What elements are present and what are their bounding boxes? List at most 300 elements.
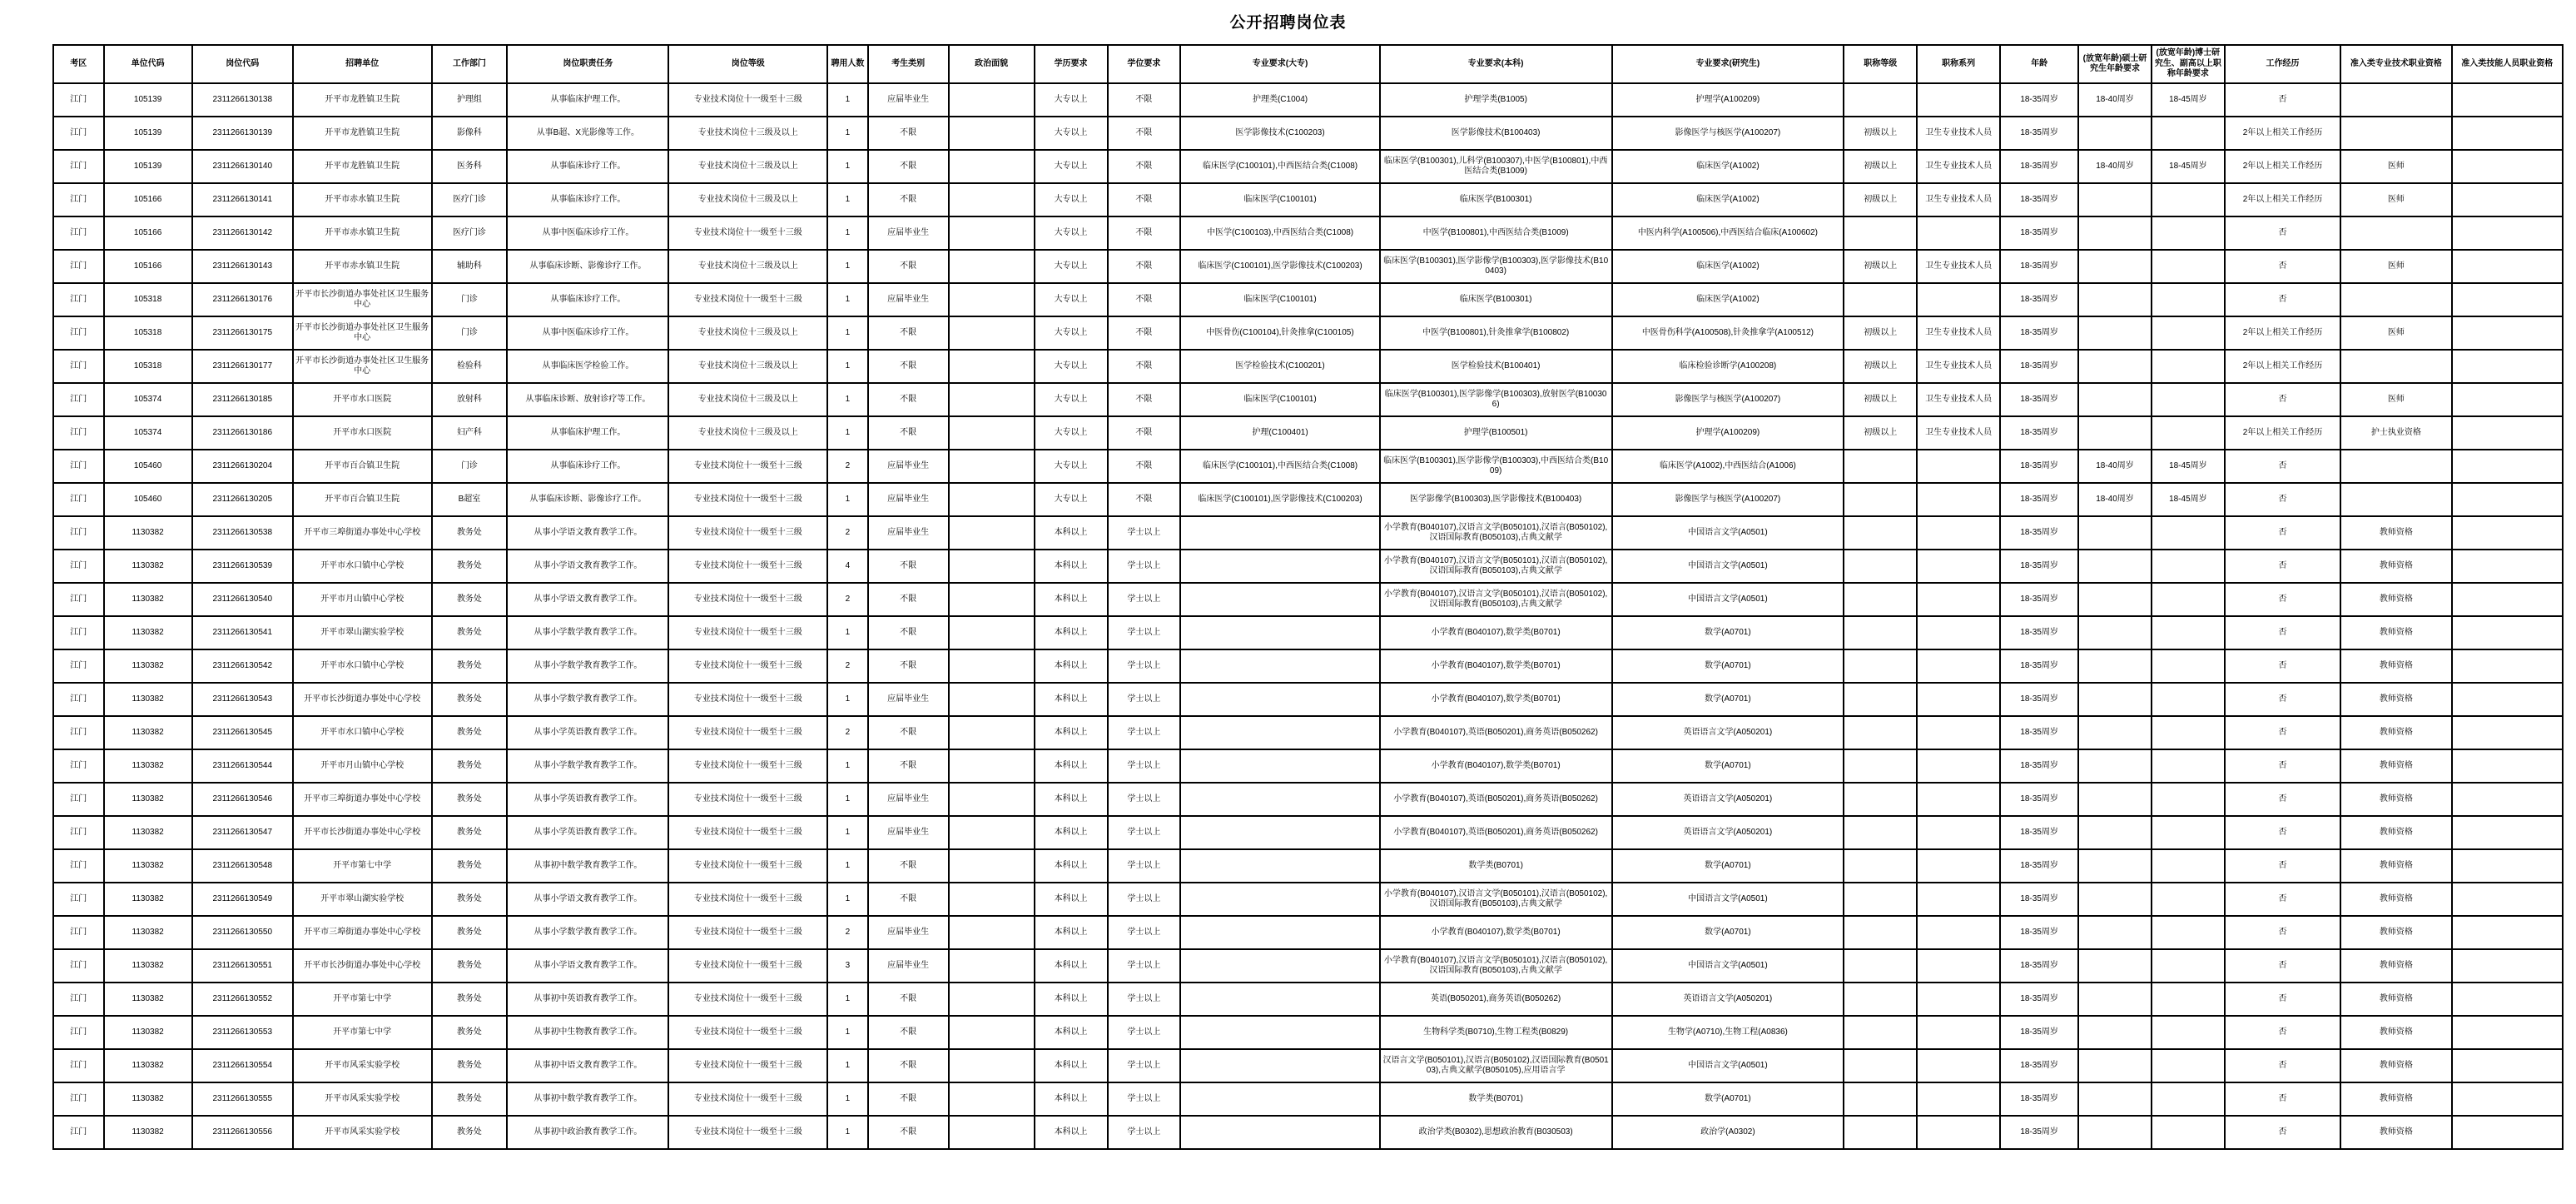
table-cell: 专业技术岗位十三级及以上 [668,383,827,416]
table-cell: 大专以上 [1035,483,1108,516]
table-cell: 专业技术岗位十一级至十三级 [668,1049,827,1082]
table-row [53,583,2563,616]
table-cell: 2311266130539 [192,550,293,583]
table-cell: 从事临床诊断、放射诊疗等工作。 [507,383,668,416]
table-cell [2152,1082,2225,1116]
table-cell: 学士以上 [1108,749,1181,783]
table-cell [1844,1049,1917,1082]
table-row [53,883,2563,916]
table-cell: 教师资格 [2340,1116,2451,1149]
table-cell [2452,749,2564,783]
table-cell [2452,1016,2564,1049]
table-cell: 开平市水口镇中心学校 [293,550,432,583]
table-cell: 英语语言文学(A050201) [1612,983,1844,1016]
table-cell: 1 [827,117,867,150]
table-cell: 应届毕业生 [868,516,949,550]
table-cell: 影像科 [432,117,508,150]
table-cell [949,716,1035,749]
table-cell [2078,216,2152,250]
table-cell: 教师资格 [2340,816,2451,849]
table-cell: 本科以上 [1035,550,1108,583]
table-cell [1844,683,1917,716]
table-cell: 否 [2225,483,2340,516]
table-cell: 18-45周岁 [2152,83,2225,117]
table-cell [2078,683,2152,716]
table-cell: 不限 [868,883,949,916]
table-cell: 从事B超、X光影像等工作。 [507,117,668,150]
table-cell: 教师资格 [2340,550,2451,583]
column-header: (放宽年龄)博士研究生、副高以上职称年龄要求 [2152,45,2225,83]
table-cell: 2311266130552 [192,983,293,1016]
table-cell: 大专以上 [1035,117,1108,150]
table-cell: 教师资格 [2340,683,2451,716]
table-cell [2078,849,2152,883]
table-cell [949,450,1035,483]
table-cell: 教务处 [432,1082,508,1116]
table-cell: 2年以上相关工作经历 [2225,416,2340,450]
table-cell: 1130382 [104,849,192,883]
table-cell: 1 [827,849,867,883]
table-cell: 3 [827,949,867,983]
table-cell [949,383,1035,416]
table-row [53,283,2563,316]
table-cell: 江门 [53,916,104,949]
table-cell: 江门 [53,1049,104,1082]
table-cell: 2311266130549 [192,883,293,916]
table-cell: 2 [827,716,867,749]
table-cell: 18-35周岁 [2000,516,2078,550]
table-cell [2078,350,2152,383]
table-cell [1844,83,1917,117]
table-row [53,749,2563,783]
table-row [53,783,2563,816]
table-cell: 开平市风采实验学校 [293,1049,432,1082]
table-cell: 本科以上 [1035,883,1108,916]
table-cell: 江门 [53,649,104,683]
table-cell: 专业技术岗位十一级至十三级 [668,949,827,983]
table-cell [949,916,1035,949]
table-cell [2152,283,2225,316]
table-cell: 18-45周岁 [2152,483,2225,516]
table-cell [1917,83,2000,117]
table-cell [949,683,1035,716]
table-cell [2152,250,2225,283]
table-cell: 不限 [868,383,949,416]
column-header: (放宽年龄)硕士研究生年龄要求 [2078,45,2152,83]
table-cell: 开平市赤水镇卫生院 [293,250,432,283]
table-cell: 开平市第七中学 [293,1016,432,1049]
table-cell: 18-35周岁 [2000,383,2078,416]
table-cell: 江门 [53,1082,104,1116]
table-cell: 2311266130555 [192,1082,293,1116]
table-cell: 专业技术岗位十三级及以上 [668,350,827,383]
column-header: 招聘单位 [293,45,432,83]
table-cell [2452,849,2564,883]
table-cell [1844,716,1917,749]
table-cell: 江门 [53,1116,104,1149]
table-cell [2078,983,2152,1016]
table-cell: 不限 [1108,450,1181,483]
table-cell: 临床医学(A1002) [1612,183,1844,216]
table-cell: 18-35周岁 [2000,749,2078,783]
table-cell: 2年以上相关工作经历 [2225,150,2340,183]
table-cell [1917,883,2000,916]
table-cell: 开平市赤水镇卫生院 [293,216,432,250]
table-cell: 1130382 [104,816,192,849]
table-cell: 教务处 [432,649,508,683]
table-cell: 1130382 [104,983,192,1016]
table-cell: 卫生专业技术人员 [1917,383,2000,416]
table-cell: 105460 [104,483,192,516]
table-cell: 教师资格 [2340,616,2451,649]
table-cell: 教师资格 [2340,716,2451,749]
table-cell [949,1082,1035,1116]
table-cell [2452,1049,2564,1082]
table-cell: 不限 [868,550,949,583]
table-cell: 18-35周岁 [2000,183,2078,216]
table-cell: 学士以上 [1108,583,1181,616]
table-cell: 否 [2225,616,2340,649]
table-cell: 18-35周岁 [2000,1016,2078,1049]
table-cell: 1 [827,283,867,316]
table-cell: 不限 [1108,316,1181,350]
table-cell [1180,816,1379,849]
table-cell: 否 [2225,83,2340,117]
table-cell: 从事初中英语教育教学工作。 [507,983,668,1016]
table-row [53,117,2563,150]
table-cell [1180,583,1379,616]
table-cell: 否 [2225,883,2340,916]
table-cell: 卫生专业技术人员 [1917,183,2000,216]
column-header: 学位要求 [1108,45,1181,83]
table-cell: 学士以上 [1108,1116,1181,1149]
table-cell: 18-35周岁 [2000,683,2078,716]
table-cell: 影像医学与核医学(A100207) [1612,483,1844,516]
table-cell: 18-35周岁 [2000,849,2078,883]
table-cell: 政治学(A0302) [1612,1116,1844,1149]
table-cell: 英语语言文学(A050201) [1612,816,1844,849]
table-cell: 否 [2225,583,2340,616]
table-cell: 不限 [868,250,949,283]
table-cell: 教师资格 [2340,983,2451,1016]
column-header: 岗位职责任务 [507,45,668,83]
table-cell: 应届毕业生 [868,283,949,316]
table-cell: 小学教育(B040107),汉语言文学(B050101),汉语言(B050102),汉语国际教育(B050103),古典文献学 [1380,550,1612,583]
table-cell [2452,716,2564,749]
table-cell: 2 [827,516,867,550]
table-cell: 学士以上 [1108,616,1181,649]
table-cell: 学士以上 [1108,716,1181,749]
table-cell: 从事临床诊断、影像诊疗工作。 [507,250,668,283]
table-cell: 从事中医临床诊疗工作。 [507,216,668,250]
table-cell: 2311266130541 [192,616,293,649]
table-cell [2152,916,2225,949]
column-header: 岗位代码 [192,45,293,83]
table-row [53,416,2563,450]
table-cell: 从事小学数学教育教学工作。 [507,683,668,716]
table-cell [2078,1049,2152,1082]
header-row [53,45,2563,83]
table-cell: 学士以上 [1108,550,1181,583]
table-row [53,1116,2563,1149]
table-cell: 学士以上 [1108,849,1181,883]
table-cell: 应届毕业生 [868,816,949,849]
table-cell [1844,1116,1917,1149]
table-cell: 医师 [2340,150,2451,183]
table-cell: 开平市第七中学 [293,849,432,883]
table-cell: 教师资格 [2340,783,2451,816]
table-cell: 1 [827,683,867,716]
table-cell: 105166 [104,216,192,250]
table-cell [1844,283,1917,316]
table-cell [2078,616,2152,649]
table-cell: 临床医学(A1002) [1612,283,1844,316]
table-cell: 医学检验技术(B100401) [1380,350,1612,383]
table-cell: 18-35周岁 [2000,1116,2078,1149]
table-cell: 中医学(B100801),针灸推拿学(B100802) [1380,316,1612,350]
table-cell: 2311266130547 [192,816,293,849]
table-cell: 护理(C100401) [1180,416,1379,450]
table-cell: 不限 [868,583,949,616]
table-cell: 105318 [104,350,192,383]
table-cell: 专业技术岗位十一级至十三级 [668,716,827,749]
table-cell: 开平市三埠街道办事处中心学校 [293,516,432,550]
table-cell: 护理学(B100501) [1380,416,1612,450]
table-cell [1917,616,2000,649]
table-cell [2152,516,2225,550]
table-cell: 医师 [2340,183,2451,216]
table-cell [2452,250,2564,283]
table-cell: 教师资格 [2340,949,2451,983]
table-cell: 小学教育(B040107),数学类(B0701) [1380,616,1612,649]
table-cell: 开平市第七中学 [293,983,432,1016]
table-cell: 教务处 [432,516,508,550]
table-cell [1917,949,2000,983]
table-cell: 从事临床诊疗工作。 [507,283,668,316]
table-cell: 1 [827,316,867,350]
table-cell: 否 [2225,1116,2340,1149]
table-cell: 开平市翠山湖实验学校 [293,883,432,916]
table-row [53,150,2563,183]
table-cell: 105374 [104,383,192,416]
table-cell: 医师 [2340,316,2451,350]
table-cell: 江门 [53,250,104,283]
table-cell: 汉语言文学(B050101),汉语言(B050102),汉语国际教育(B050103),古典文献学(B050105),应用语言学 [1380,1049,1612,1082]
table-cell: 2 [827,916,867,949]
column-header: 专业要求(本科) [1380,45,1612,83]
table-cell: 不限 [868,649,949,683]
table-cell: 应届毕业生 [868,83,949,117]
table-cell: 4 [827,550,867,583]
table-cell: 教师资格 [2340,883,2451,916]
table-cell [1180,716,1379,749]
table-cell: 教务处 [432,849,508,883]
table-row [53,483,2563,516]
table-cell: 本科以上 [1035,649,1108,683]
table-cell: 专业技术岗位十一级至十三级 [668,550,827,583]
table-cell: 检验科 [432,350,508,383]
table-cell: 教务处 [432,949,508,983]
table-cell: 105139 [104,150,192,183]
table-cell: 105374 [104,416,192,450]
table-cell: 否 [2225,783,2340,816]
table-cell: 小学教育(B040107),汉语言文学(B050101),汉语言(B050102),汉语国际教育(B050103),古典文献学 [1380,516,1612,550]
table-cell: 1130382 [104,716,192,749]
table-cell: 江门 [53,283,104,316]
table-cell [1917,1116,2000,1149]
table-row [53,516,2563,550]
table-cell: 临床医学(A1002),中西医结合(A1006) [1612,450,1844,483]
column-header: 职称系列 [1917,45,2000,83]
table-cell: 医学检验技术(C100201) [1180,350,1379,383]
table-cell: 学士以上 [1108,683,1181,716]
table-cell: 教师资格 [2340,916,2451,949]
table-cell [2340,483,2451,516]
table-cell [949,583,1035,616]
table-cell: 数学(A0701) [1612,916,1844,949]
table-cell: 医学影像技术(C100203) [1180,117,1379,150]
table-cell: 教务处 [432,883,508,916]
table-cell [2452,117,2564,150]
table-cell: 应届毕业生 [868,683,949,716]
table-cell: 影像医学与核医学(A100207) [1612,117,1844,150]
table-cell [2452,450,2564,483]
recruitment-table [52,44,2564,1150]
table-cell: 数学(A0701) [1612,616,1844,649]
table-cell: 2年以上相关工作经历 [2225,350,2340,383]
table-row [53,1082,2563,1116]
table-cell: 政治学类(B0302),思想政治教育(B030503) [1380,1116,1612,1149]
table-cell: 18-35周岁 [2000,916,2078,949]
table-cell: 不限 [868,150,949,183]
table-cell: 教师资格 [2340,583,2451,616]
table-cell [949,283,1035,316]
table-cell: 应届毕业生 [868,450,949,483]
table-cell: 初级以上 [1844,383,1917,416]
table-cell [2078,550,2152,583]
table-cell: 从事初中生物教育教学工作。 [507,1016,668,1049]
table-cell: 1 [827,250,867,283]
table-cell: 1130382 [104,883,192,916]
table-cell [2152,649,2225,683]
table-cell: 学士以上 [1108,916,1181,949]
table-cell: 教务处 [432,816,508,849]
table-cell: 临床医学(A1002) [1612,250,1844,283]
table-cell: 18-35周岁 [2000,83,2078,117]
table-cell: 2311266130176 [192,283,293,316]
table-cell: 教师资格 [2340,749,2451,783]
table-cell: 否 [2225,450,2340,483]
table-cell [1844,916,1917,949]
table-cell: 2311266130175 [192,316,293,350]
table-cell: 开平市三埠街道办事处中心学校 [293,783,432,816]
table-cell: 105318 [104,316,192,350]
table-cell: 105318 [104,283,192,316]
table-cell: 18-35周岁 [2000,483,2078,516]
table-cell: 2311266130204 [192,450,293,483]
table-cell: 不限 [1108,117,1181,150]
table-cell [949,350,1035,383]
table-cell: 不限 [868,316,949,350]
table-cell [1180,683,1379,716]
table-cell: 应届毕业生 [868,916,949,949]
table-cell: 医学影像技术(B100403) [1380,117,1612,150]
table-cell [2078,1116,2152,1149]
table-cell: 小学教育(B040107),汉语言文学(B050101),汉语言(B050102),汉语国际教育(B050103),古典文献学 [1380,883,1612,916]
table-cell: 18-35周岁 [2000,716,2078,749]
table-cell: 1130382 [104,949,192,983]
table-cell: 教务处 [432,783,508,816]
table-cell: 从事初中语文教育教学工作。 [507,1049,668,1082]
table-cell: 1 [827,816,867,849]
table-cell: 中国语言文学(A0501) [1612,1049,1844,1082]
table-cell: 临床医学(C100101) [1180,383,1379,416]
table-cell: 本科以上 [1035,583,1108,616]
table-cell: 初级以上 [1844,250,1917,283]
table-cell [949,749,1035,783]
table-cell: 从事临床诊断、影像诊疗工作。 [507,483,668,516]
table-cell: 2年以上相关工作经历 [2225,183,2340,216]
table-cell [2152,616,2225,649]
table-cell: 从事临床护理工作。 [507,83,668,117]
table-cell [1844,649,1917,683]
table-cell [2152,216,2225,250]
table-cell [1844,483,1917,516]
table-cell: 开平市长沙街道办事处社区卫生服务中心 [293,283,432,316]
table-cell: 初级以上 [1844,416,1917,450]
table-cell: 江门 [53,150,104,183]
table-cell: 开平市三埠街道办事处中心学校 [293,916,432,949]
table-cell: 不限 [1108,150,1181,183]
table-cell [2078,1016,2152,1049]
table-cell: 从事临床医学检验工作。 [507,350,668,383]
table-cell: 不限 [1108,416,1181,450]
table-cell: 学士以上 [1108,983,1181,1016]
table-cell: 江门 [53,1016,104,1049]
table-cell: 1 [827,216,867,250]
table-cell: 2311266130546 [192,783,293,816]
table-cell [2452,383,2564,416]
table-cell [2152,416,2225,450]
table-cell: 本科以上 [1035,916,1108,949]
table-cell: 18-35周岁 [2000,117,2078,150]
table-cell: 1 [827,783,867,816]
table-cell: 105166 [104,183,192,216]
table-cell [1844,1082,1917,1116]
table-cell [1180,749,1379,783]
table-cell: 不限 [868,616,949,649]
table-row [53,649,2563,683]
table-cell [1844,849,1917,883]
table-cell: 否 [2225,916,2340,949]
table-cell: 否 [2225,749,2340,783]
table-cell: 18-35周岁 [2000,583,2078,616]
table-cell: 卫生专业技术人员 [1917,150,2000,183]
table-cell: 从事小学数学教育教学工作。 [507,749,668,783]
table-cell: 2311266130138 [192,83,293,117]
column-header: 岗位等级 [668,45,827,83]
table-cell [2078,516,2152,550]
table-cell: 学士以上 [1108,1049,1181,1082]
table-cell [1917,683,2000,716]
table-cell [1917,716,2000,749]
table-cell: 1 [827,416,867,450]
table-cell [949,183,1035,216]
table-cell: 18-35周岁 [2000,649,2078,683]
table-cell [2152,883,2225,916]
table-cell: 18-45周岁 [2152,450,2225,483]
table-cell: 专业技术岗位十一级至十三级 [668,1082,827,1116]
